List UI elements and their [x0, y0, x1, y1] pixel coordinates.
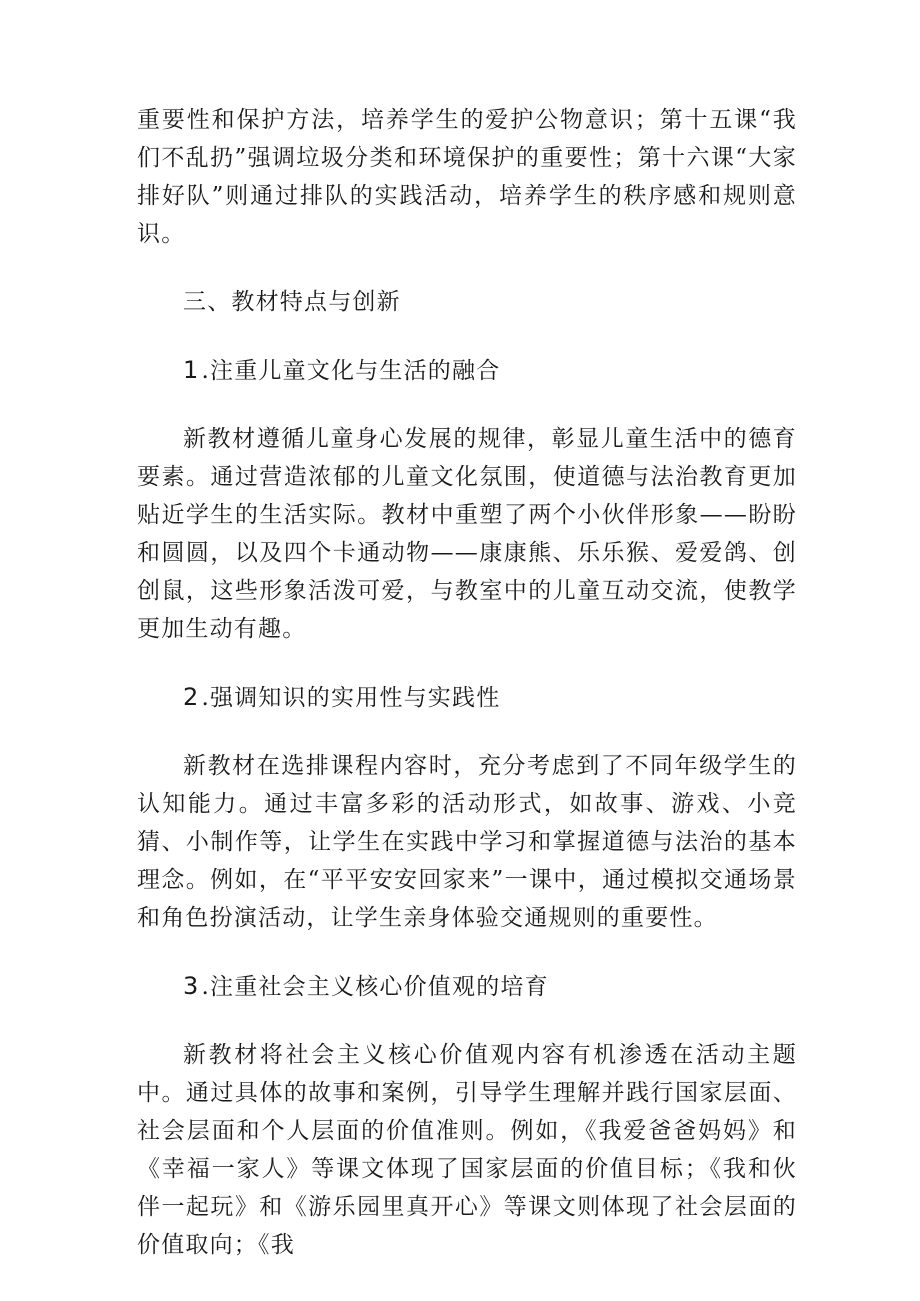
- paragraph-3: 新教材将社会主义核心价值观内容有机渗透在活动主题中。通过具体的故事和案例，引导学生理解并践行国家层面、社会层面和个人层面的价值准则。例如，《我爱爸爸妈妈》和《幸福一家人》等课文体现了国家层面的价值目标；《我和伙伴一起玩》和《游乐园里真开心》等课文则体现了社会层面的价值取向；《我: [137, 1042, 797, 1258]
- subheading-2: [137, 678, 797, 717]
- paragraph-1: 新教材遵循儿童身心发展的规律，彰显儿童生活中的德育要素。通过营造浓郁的儿童文化氛围，使道德与法治教育更加贴近学生的生活实际。教材中重塑了两个小伙伴形象——盼盼和圆圆，以及四个卡通动物——康康熊、乐乐猴、爱爱鸽、创创鼠，这些形象活泼可爱，与教室中的儿童互动交流，使教学更加生动有趣。: [137, 426, 797, 642]
- subheading-number: 2: [183, 683, 200, 711]
- paragraph-2: 新教材在选排课程内容时，充分考虑到了不同年级学生的认知能力。通过丰富多彩的活动形式，如故事、游戏、小竞猜、小制作等，让学生在实践中学习和掌握道德与法治的基本理念。例如，在“平平安安回家来”一课中，通过模拟交通场景和角色扮演活动，让学生亲身体验交通规则的重要性。: [137, 753, 797, 931]
- subheading-number: 3: [183, 972, 200, 1000]
- subheading-title: .注重儿童文化与生活的融合: [201, 358, 501, 384]
- subheading-title: .强调知识的实用性与实践性: [201, 685, 501, 711]
- section-heading: 三、教材特点与创新: [183, 289, 401, 315]
- document-body: [137, 101, 797, 1294]
- subheading-number: 1: [183, 356, 200, 384]
- subheading-title: .注重社会主义核心价值观的培育: [201, 974, 549, 1000]
- subheading-1: [137, 351, 797, 390]
- subheading-3: [137, 967, 797, 1006]
- paragraph-continued: 重要性和保护方法，培养学生的爱护公物意识；第十五课“我们不乱扔”强调垃圾分类和环境保护的重要性；第十六课“大家排好队”则通过排队的实践活动，培养学生的秩序感和规则意识。: [137, 107, 797, 247]
